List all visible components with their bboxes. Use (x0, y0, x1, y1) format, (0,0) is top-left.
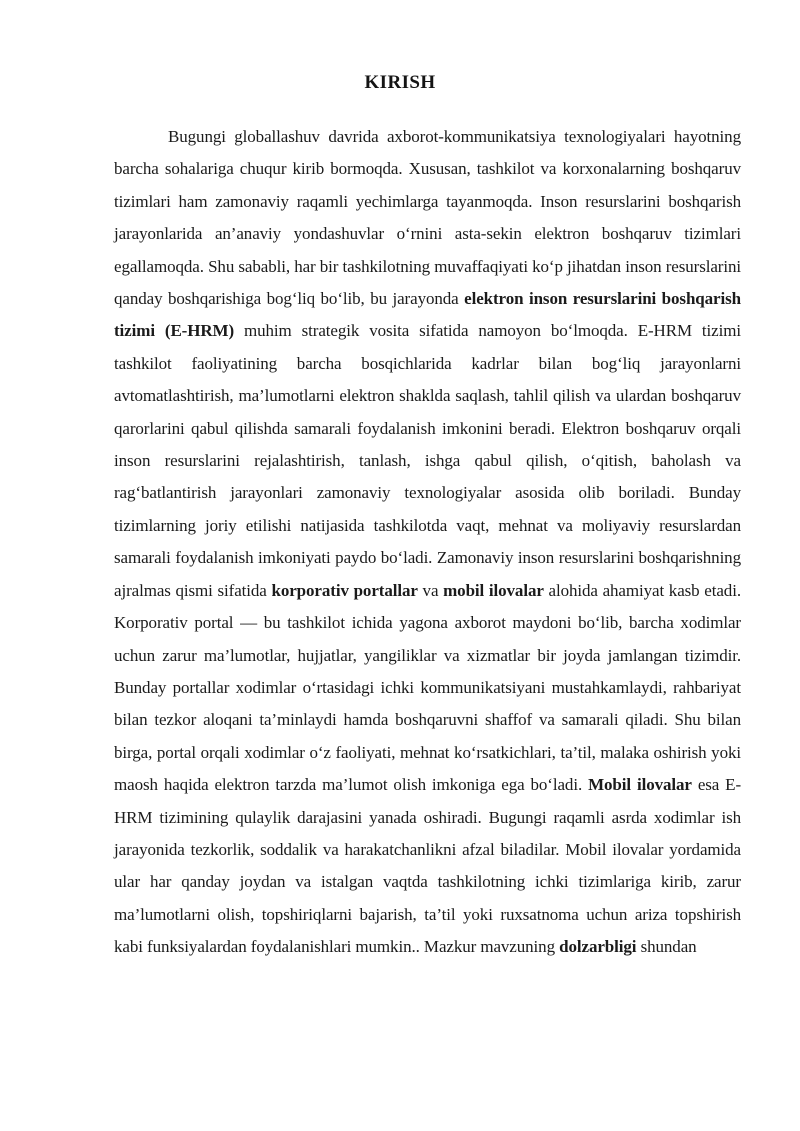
bold-term-ehrm: elektron inson resurslarini boshqarish tizimi (E-HRM) (114, 289, 742, 341)
text-run: shundan (636, 937, 697, 957)
bold-term-dolzarbligi: dolzarbligi (559, 937, 637, 957)
bold-term-korporativ-portallar: korporativ portallar (271, 580, 418, 600)
text-run: muhim strategik vosita sifatida namoyon bo‘lmoqda. E-HRM tizimi tashkilot faoliyatining barcha bosqichlarida kadrlar bilan bog‘liq jarayonlarni avtomatlashtirish, ma’lumotlarni elektron shaklda saqlash, tahlil qilish va ulardan boshqaruv qarorlarini qabul qilishda samarali foydalanish imkonini beradi. Elektron boshqaruv orqali inson resurslarini rejalashtirish, tanlash, ishga qabul qilish, o‘qitish, baholash va rag‘batlantirish jarayonlari zamonaviy texnologiyalar asosida olib boriladi. Bunday tizimlarning joriy etilishi natijasida tashkilotda vaqt, mehnat va moliyaviy resurslardan samarali foydalanish imkoniyati paydo bo‘ladi. Zamonaviy inson resurslarini boshqarishning ajralmas qismi sifatida (114, 321, 741, 600)
bold-term-mobil-ilovalar-2: Mobil ilovalar (588, 775, 692, 795)
text-run: esa E-HRM tizimining qulaylik darajasini yanada oshiradi. Bugungi raqamli asrda xodimlar ish jarayonida tezkorlik, soddalik va harakatchanlikni afzal biladilar. Mobil ilovalar yordamida ular har qanday joydan va istalgan vaqtda tashkilotning ichki tizimlariga kirib, zarur ma’lumotlarni olish, topshiriqlarni bajarish, ta’til yoki ruxsatnoma uchun ariza topshirish kabi funksiyalardan foydalanishlari mumkin.. Mazkur mavzuning (114, 775, 742, 957)
text-run: alohida ahamiyat kasb etadi. Korporativ portal — bu tashkilot ichida yagona axborot maydoni bo‘lib, barcha xodimlar uchun zarur ma’lumotlar, hujjatlar, yangiliklar va xizmatlar bir joyda jamlangan tizimdir. Bunday portallar xodimlar o‘rtasidagi ichki kommunikatsiyani mustahkamlaydi, rahbariyat bilan tezkor aloqani ta’minlaydi hamda boshqaruvni shaffof va samarali qiladi. Shu bilan birga, portal orqali xodimlar o‘z faoliyati, mehnat ko‘rsatkichlari, ta’til, malaka oshirish yoki maosh haqida elektron tarzda ma’lumot olish imkoniga ega bo‘ladi. (114, 580, 741, 795)
bold-term-mobil-ilovalar: mobil ilovalar (443, 580, 544, 600)
text-run: va (417, 580, 444, 600)
body-paragraph (114, 121, 741, 964)
text-run: Bugungi globallashuv davrida axborot-kommunikatsiya texnologiyalari hayotning barcha sohalariga chuqur kirib bormoqda. Xususan, tashkilot va korxonalarning boshqaruv tizimlari ham zamonaviy raqamli yechimlarga tayanmoqda. Inson resurslarini boshqarish jarayonlarida an’anaviy yondashuvlar o‘rnini asta-sekin elektron boshqaruv tizimlari egallamoqda. Shu sababli, har bir tashkilotning muvaffaqiyati ko‘p jihatdan inson resurslarini qanday boshqarishiga bog‘liq bo‘lib, bu jarayonda (114, 127, 741, 309)
page-title: KIRISH (364, 72, 436, 93)
